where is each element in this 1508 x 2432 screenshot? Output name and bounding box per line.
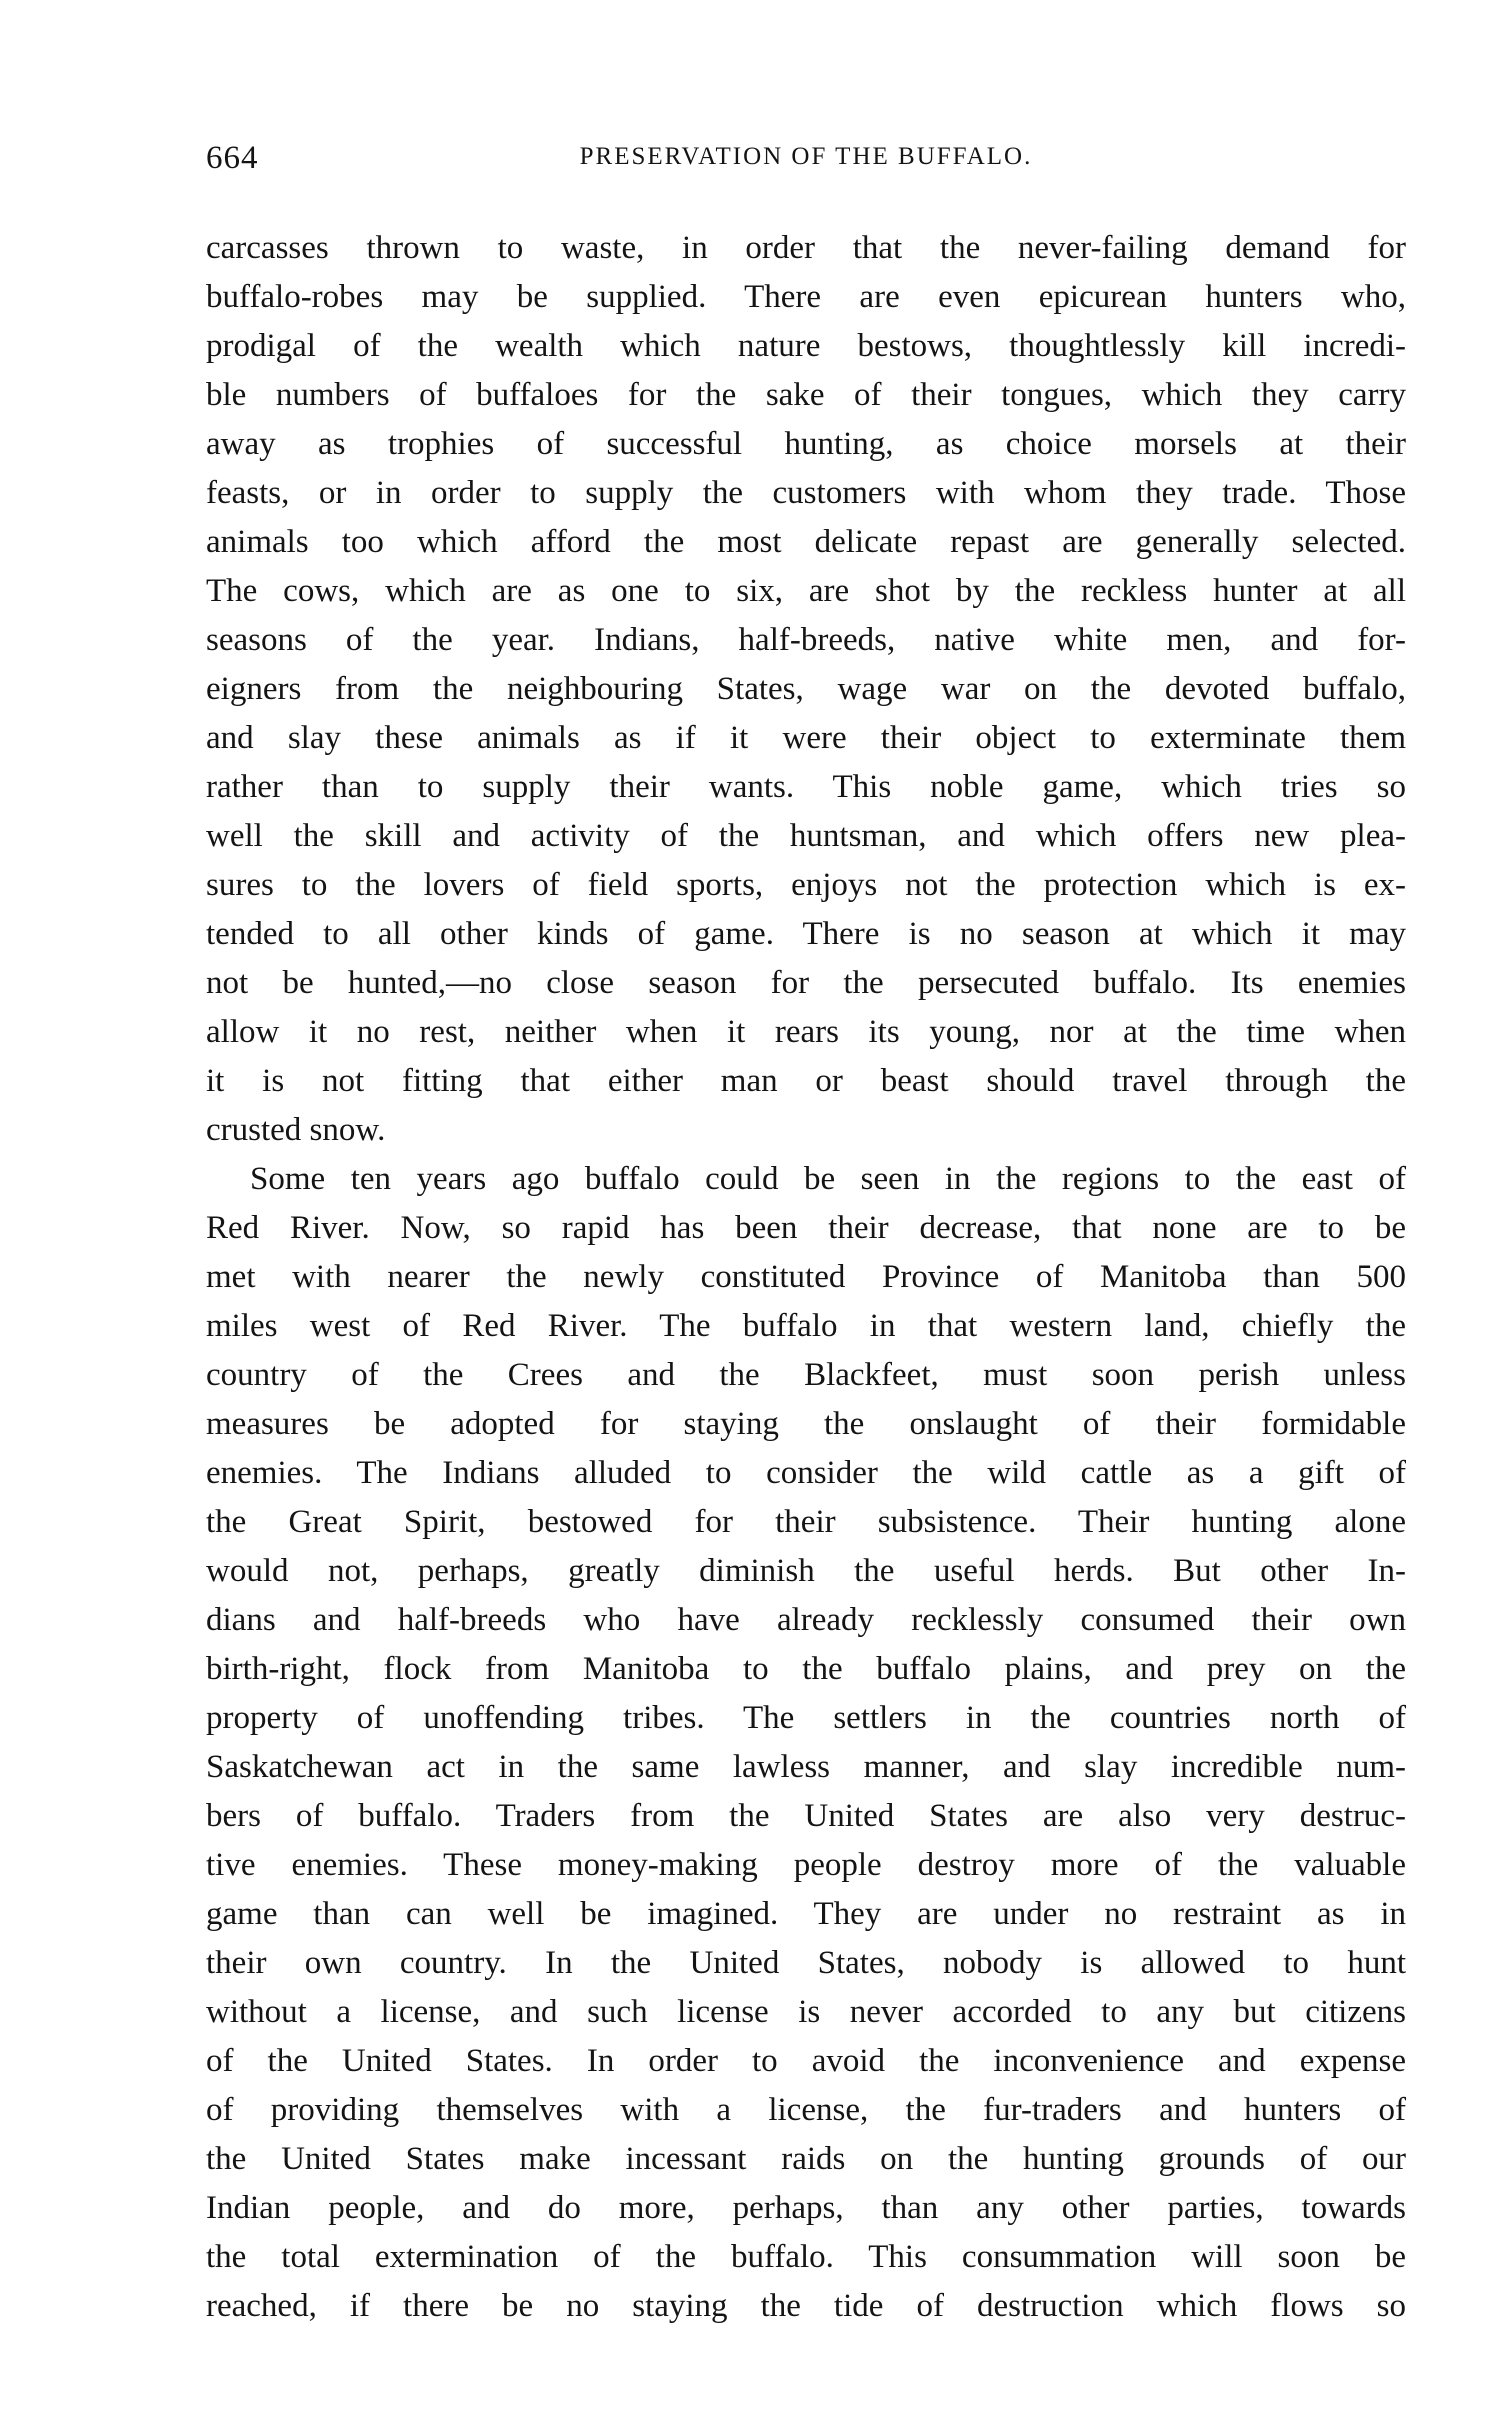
text-line: birth-right, flock from Manitoba to the buffalo plains, and prey on the xyxy=(206,1651,1406,1687)
text-line: met with nearer the newly constituted Province of Manitoba than 500 xyxy=(206,1259,1406,1295)
text-line: reached, if there be no staying the tide of destruction which flows so xyxy=(206,2288,1406,2324)
text-line: away as trophies of successful hunting, as choice morsels at their xyxy=(206,426,1406,462)
page-header xyxy=(206,140,1406,180)
text-line: and slay these animals as if it were their object to exterminate them xyxy=(206,720,1406,756)
text-line: prodigal of the wealth which nature bestows, thoughtlessly kill incredi- xyxy=(206,328,1406,364)
text-line: would not, perhaps, greatly diminish the useful herds. But other In- xyxy=(206,1553,1406,1589)
text-line: well the skill and activity of the huntsman, and which offers new plea- xyxy=(206,818,1406,854)
text-line: Indian people, and do more, perhaps, than any other parties, towards xyxy=(206,2190,1406,2226)
text-line: the Great Spirit, bestowed for their subsistence. Their hunting alone xyxy=(206,1504,1406,1540)
text-line: of the United States. In order to avoid the inconvenience and expense xyxy=(206,2043,1406,2079)
text-line: miles west of Red River. The buffalo in that western land, chiefly the xyxy=(206,1308,1406,1344)
text-line: dians and half-breeds who have already recklessly consumed their own xyxy=(206,1602,1406,1638)
text-line: allow it no rest, neither when it rears its young, nor at the time when xyxy=(206,1014,1406,1050)
body-text xyxy=(206,224,1406,2331)
text-line: buffalo-robes may be supplied. There are even epicurean hunters who, xyxy=(206,279,1406,315)
text-line: their own country. In the United States, nobody is allowed to hunt xyxy=(206,1945,1406,1981)
text-line: game than can well be imagined. They are under no restraint as in xyxy=(206,1896,1406,1932)
text-line: country of the Crees and the Blackfeet, must soon perish unless xyxy=(206,1357,1406,1393)
text-line: not be hunted,—no close season for the persecuted buffalo. Its enemies xyxy=(206,965,1406,1001)
page-number: 664 xyxy=(206,140,259,176)
text-line: tive enemies. These money-making people destroy more of the valuable xyxy=(206,1847,1406,1883)
text-line: ble numbers of buffaloes for the sake of their tongues, which they carry xyxy=(206,377,1406,413)
text-line: property of unoffending tribes. The settlers in the countries north of xyxy=(206,1700,1406,1736)
text-line: enemies. The Indians alluded to consider the wild cattle as a gift of xyxy=(206,1455,1406,1491)
text-line: of providing themselves with a license, the fur-traders and hunters of xyxy=(206,2092,1406,2128)
paragraph xyxy=(206,1155,1406,2331)
text-line: The cows, which are as one to six, are shot by the reckless hunter at all xyxy=(206,573,1406,609)
paragraph xyxy=(206,224,1406,1155)
running-head: PRESERVATION OF THE BUFFALO. xyxy=(579,143,1033,170)
text-line: measures be adopted for staying the onslaught of their formidable xyxy=(206,1406,1406,1442)
text-line: seasons of the year. Indians, half-breeds, native white men, and for- xyxy=(206,622,1406,658)
text-line: sures to the lovers of field sports, enjoys not the protection which is ex- xyxy=(206,867,1406,903)
text-line: Red River. Now, so rapid has been their decrease, that none are to be xyxy=(206,1210,1406,1246)
text-line: eigners from the neighbouring States, wage war on the devoted buffalo, xyxy=(206,671,1406,707)
text-line: carcasses thrown to waste, in order that the never-failing demand for xyxy=(206,230,1406,266)
text-line: the United States make incessant raids on the hunting grounds of our xyxy=(206,2141,1406,2177)
text-line: the total extermination of the buffalo. This consummation will soon be xyxy=(206,2239,1406,2275)
text-line: animals too which afford the most delicate repast are generally selected. xyxy=(206,524,1406,560)
text-line: bers of buffalo. Traders from the United States are also very destruc- xyxy=(206,1798,1406,1834)
text-line: crusted snow. xyxy=(206,1112,386,1148)
text-line: it is not fitting that either man or beast should travel through the xyxy=(206,1063,1406,1099)
text-line: tended to all other kinds of game. There is no season at which it may xyxy=(206,916,1406,952)
text-line: Some ten years ago buffalo could be seen in the regions to the east of xyxy=(250,1161,1406,1197)
text-line: feasts, or in order to supply the customers with whom they trade. Those xyxy=(206,475,1406,511)
text-line: Saskatchewan act in the same lawless manner, and slay incredible num- xyxy=(206,1749,1406,1785)
text-line: rather than to supply their wants. This noble game, which tries so xyxy=(206,769,1406,805)
text-line: without a license, and such license is never accorded to any but citizens xyxy=(206,1994,1406,2030)
